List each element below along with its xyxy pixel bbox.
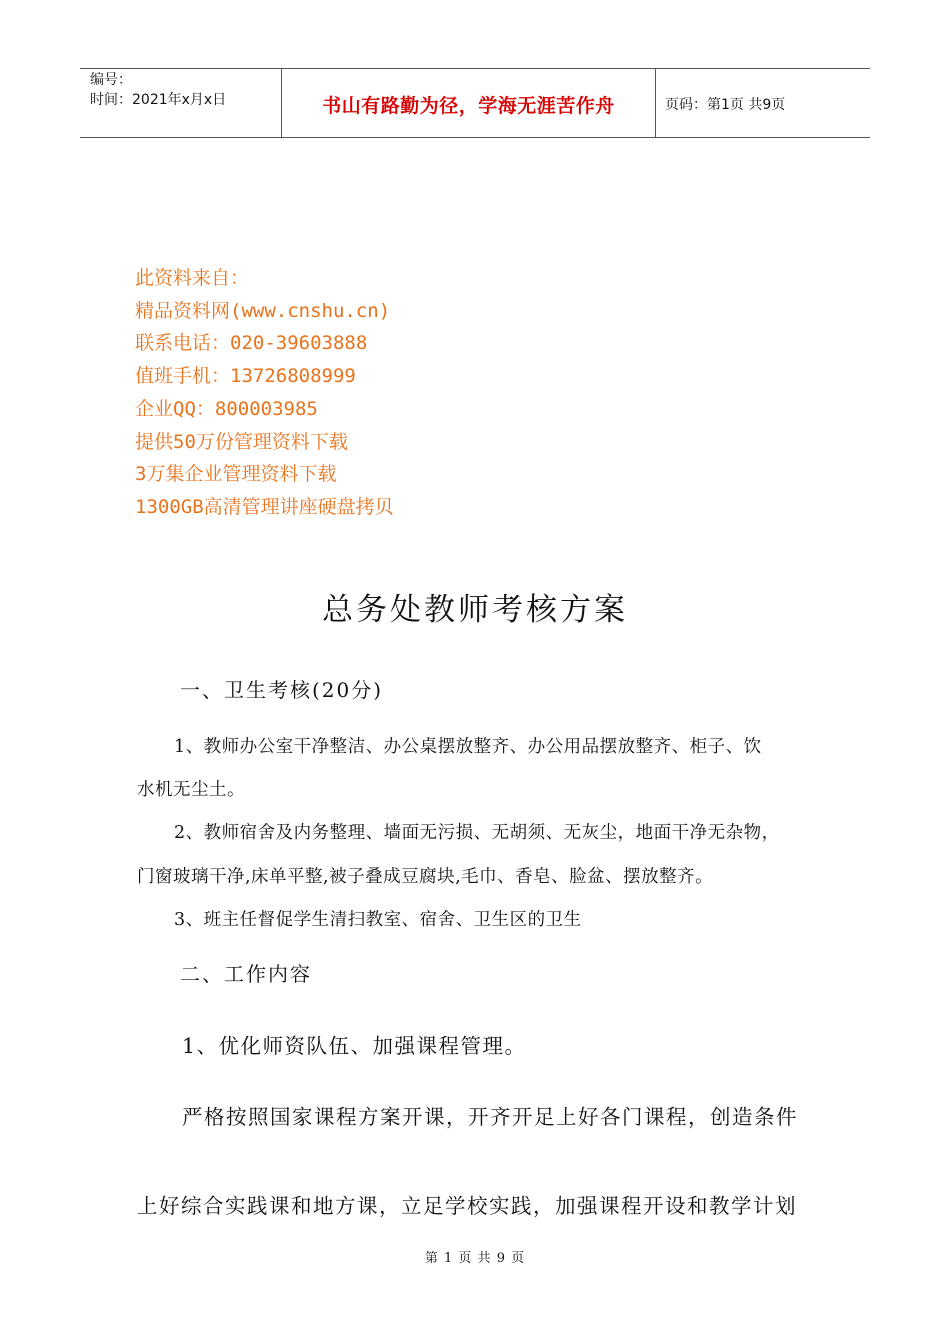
- section-heading-1: 一、卫生考核(20分): [180, 678, 384, 702]
- header-motto: 书山有路勤为径，学海无涯苦作舟: [322, 95, 615, 117]
- source-line: 企业QQ：800003985: [135, 397, 318, 420]
- source-line: 1300GB高清管理讲座硬盘拷贝: [135, 495, 394, 518]
- source-line: 3万集企业管理资料下载: [135, 463, 337, 486]
- page-footer: 第 1 页 共 9 页: [424, 1251, 526, 1266]
- document-number-label: 编号：: [90, 72, 132, 88]
- source-line: 提供50万份管理资料下载: [135, 430, 348, 453]
- paragraph-line: 水机无尘土。: [137, 780, 245, 800]
- header-motto-cell: [281, 69, 656, 137]
- source-line: 此资料来自：: [135, 267, 250, 289]
- source-line: 精品资料网(www.cnshu.cn): [135, 299, 391, 322]
- header-meta-cell: [80, 69, 281, 137]
- header-page-info: 页码：第1页 共9页: [665, 97, 786, 113]
- paragraph-line: 严格按照国家课程方案开课，开齐开足上好各门课程，创造条件: [182, 1105, 798, 1129]
- paragraph-line: 门窗玻璃干净,床单平整,被子叠成豆腐块,毛巾、香皂、脸盆、摆放整齐。: [137, 867, 714, 887]
- header-table: [80, 68, 870, 138]
- source-info-block: [135, 262, 394, 524]
- section-heading-2: 二、工作内容: [180, 962, 312, 986]
- subsection-heading: 1、优化师资队伍、加强课程管理。: [182, 1034, 527, 1058]
- paragraph-line: 2、教师宿舍及内务整理、墙面无污损、无胡须、无灰尘，地面干净无杂物，: [174, 823, 780, 843]
- header-page-cell: [655, 69, 870, 137]
- source-line: 联系电话：020-39603888: [135, 332, 368, 355]
- source-line: 值班手机：13726808999: [135, 365, 356, 388]
- paragraph-line: 上好综合实践课和地方课，立足学校实践，加强课程开设和教学计划: [137, 1194, 797, 1218]
- document-date: 时间：2021年x月x日: [90, 92, 227, 108]
- paragraph-line: 3、班主任督促学生清扫教室、宿舍、卫生区的卫生: [174, 910, 582, 930]
- document-title: 总务处教师考核方案: [322, 592, 628, 628]
- paragraph-line: 1、教师办公室干净整洁、办公桌摆放整齐、办公用品摆放整齐、柜子、饮: [174, 737, 762, 757]
